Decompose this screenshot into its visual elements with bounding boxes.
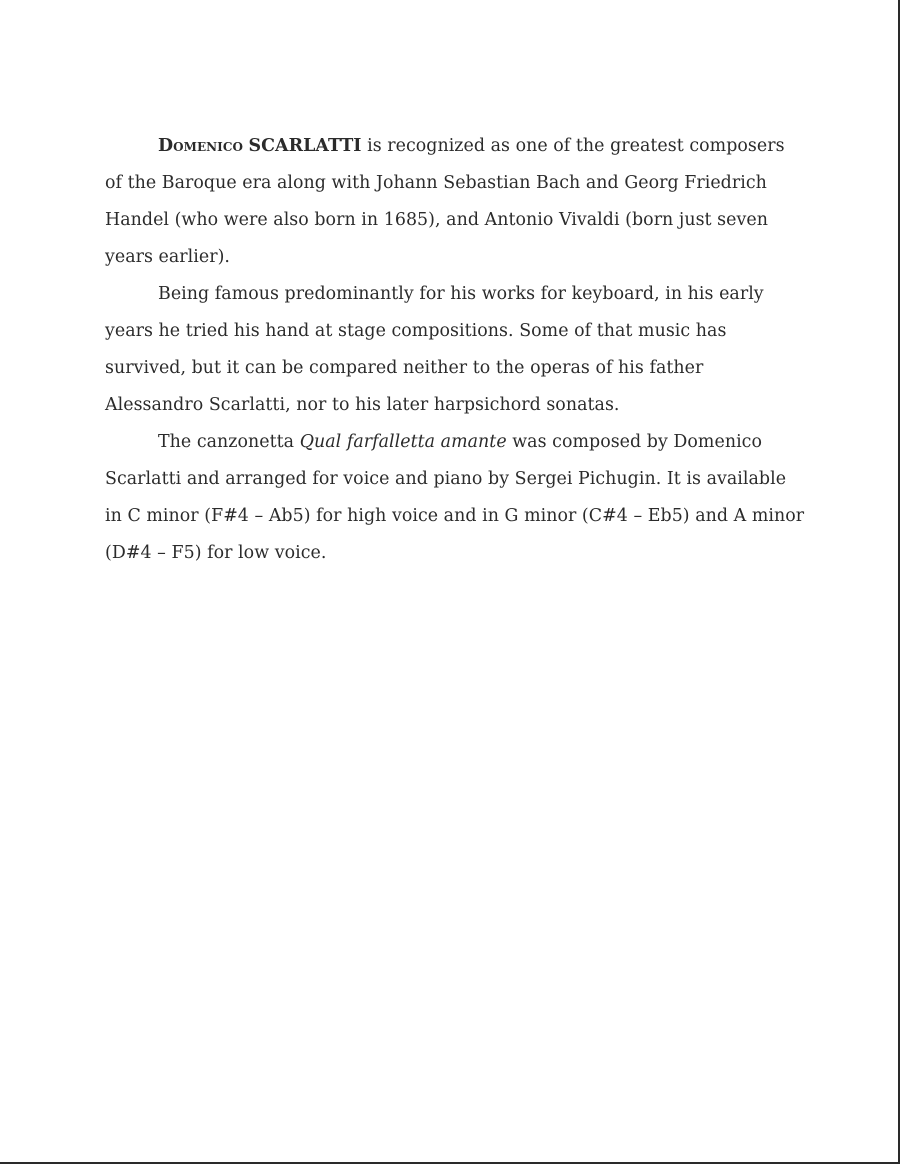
paragraph-stage-works	[105, 276, 805, 424]
paragraph-intro	[105, 128, 805, 276]
composer-last-name: SCARLATTI	[248, 136, 362, 156]
composer-first-name: Domenico	[158, 136, 243, 156]
paragraph-canzonetta	[105, 424, 805, 572]
paragraph-intro-text: is recognized as one of the greatest composers of the Baroque era along with Johann Sebastian Bach and Georg Friedrich Handel (who were also born in 1685), and Antonio Vivaldi (born just seven years earlier).	[105, 136, 785, 267]
paragraph-stage-works-text: Being famous predominantly for his works for keyboard, in his early years he tried his hand at stage compositions. Some of that music has survived, but it can be compared neither to the operas of his father Alessandro Scarlatti, nor to his later harpsichord sonatas.	[105, 284, 764, 415]
paragraph-canzonetta-text-before: The canzonetta	[158, 432, 300, 452]
body-text	[105, 128, 805, 572]
paragraph-canzonetta-text-after: was composed by Domenico Scarlatti and arranged for voice and piano by Sergei Pichugin. It is available in C minor (F#4 – Ab5) for high voice and in G minor (C#4 – Eb5) and A minor (D#4 – F5) for low voice.	[105, 432, 805, 563]
work-title: Qual farfalletta amante	[299, 432, 507, 452]
